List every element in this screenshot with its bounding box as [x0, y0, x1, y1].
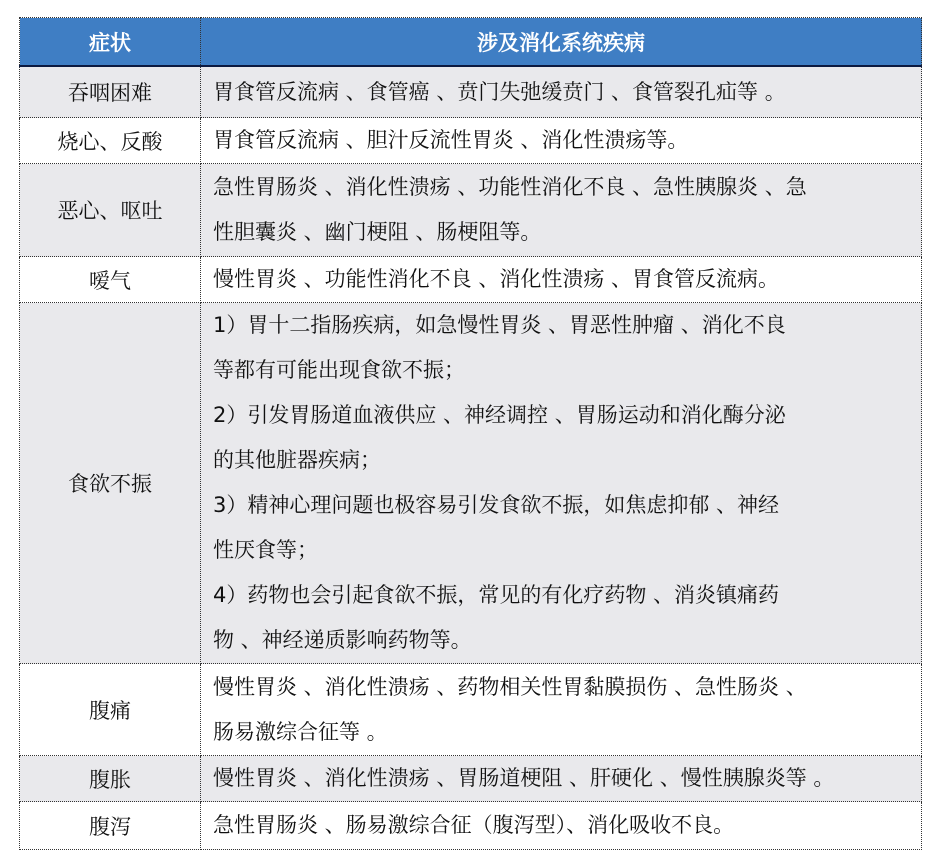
disease-text-line: 的其他脏器疾病；: [213, 448, 381, 472]
symptom-cell: 腹胀: [20, 756, 201, 802]
diseases-cell: [201, 756, 922, 802]
header-diseases: 涉及消化系统疾病: [201, 18, 922, 67]
diseases-cell: [201, 303, 922, 664]
disease-text-line: 急性胃肠炎 、消化性溃疡 、功能性消化不良 、急性胰腺炎 、急: [213, 175, 807, 199]
disease-text-line: 急性胃肠炎 、肠易激综合征（腹泻型）、消化吸收不良。: [213, 813, 735, 837]
disease-text-line: 4）药物也会引起食欲不振，常见的有化疗药物 、消炎镇痛药: [213, 583, 780, 607]
table-row: [20, 118, 922, 164]
symptom-cell: 腹泻: [20, 802, 201, 850]
disease-text-line: 3）精神心理问题也极容易引发食欲不振，如焦虑抑郁 、神经: [213, 493, 780, 517]
table-row: [20, 664, 922, 756]
table-row: [20, 303, 922, 664]
disease-text-line: 等都有可能出现食欲不振；: [213, 358, 465, 382]
disease-text-line: 慢性胃炎 、消化性溃疡 、药物相关性胃黏膜损伤 、急性肠炎 、: [213, 674, 807, 699]
disease-text-line: 物 、神经递质影响药物等。: [213, 628, 472, 652]
table-row: [20, 756, 922, 802]
symptom-cell: 恶心、呕吐: [20, 164, 201, 257]
table-header: [20, 18, 922, 67]
diseases-cell: [201, 664, 922, 756]
symptom-cell: 腹痛: [20, 664, 201, 756]
table-row: [20, 164, 922, 257]
table-row: [20, 802, 922, 850]
symptom-cell: 食欲不振: [20, 303, 201, 664]
header-symptom: 症状: [20, 18, 201, 67]
disease-text-line: 性胆囊炎 、幽门梗阻 、肠梗阻等。: [213, 220, 542, 244]
diseases-cell: [201, 802, 922, 850]
disease-text-line: 性厌食等；: [213, 538, 318, 562]
disease-text-line: 胃食管反流病 、胆汁反流性胃炎 、消化性溃疡等。: [213, 128, 689, 152]
disease-text-line: 2）引发胃肠道血液供应 、神经调控 、胃肠运动和消化酶分泌: [213, 403, 786, 427]
disease-text-line: 胃食管反流病 、食管癌 、贲门失弛缓贲门 、食管裂孔疝等 。: [213, 79, 786, 104]
diseases-cell: [201, 164, 922, 257]
table-row: [20, 257, 922, 303]
diseases-cell: [201, 66, 922, 118]
symptom-cell: 嗳气: [20, 257, 201, 303]
disease-text-line: 1）胃十二指肠疾病，如急慢性胃炎 、胃恶性肿瘤 、消化不良: [213, 313, 786, 337]
disease-text-line: 慢性胃炎 、消化性溃疡 、胃肠道梗阻 、肝硬化 、慢性胰腺炎等 。: [213, 766, 835, 790]
symptom-cell: 烧心、反酸: [20, 118, 201, 164]
disease-text-line: 肠易激综合征等 。: [213, 719, 388, 744]
diseases-cell: [201, 118, 922, 164]
symptom-disease-table: [19, 17, 922, 850]
disease-text-line: 慢性胃炎 、功能性消化不良 、消化性溃疡 、胃食管反流病。: [213, 267, 780, 291]
symptom-cell: 吞咽困难: [20, 66, 201, 118]
diseases-cell: [201, 257, 922, 303]
table-row: [20, 66, 922, 118]
